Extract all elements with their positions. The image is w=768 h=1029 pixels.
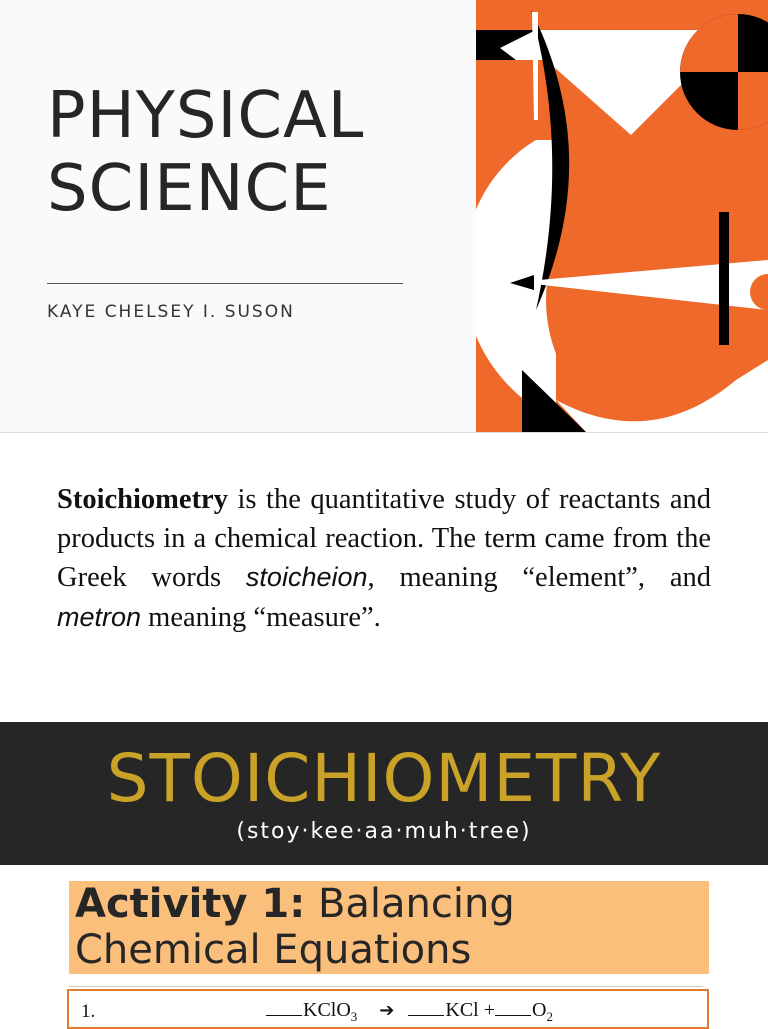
definition-paragraph [57,481,711,637]
author-name: KAYE CHELSEY I. SUSON [47,302,295,322]
activity-separator [69,986,703,987]
title-line-1: PHYSICAL [47,79,365,153]
definition-slide [0,433,768,722]
product2-subscript: 2 [546,1009,553,1024]
banner-title: STOICHIOMETRY [106,740,662,817]
product2-formula: O [532,999,547,1021]
equation-row [67,989,709,1029]
activity-label: Activity 1: [75,881,306,927]
term-stoichiometry: Stoichiometry [57,484,228,515]
abstract-art-image [476,0,768,432]
coefficient-blank[interactable] [495,1015,531,1016]
definition-text-1: is the quantitative study of reactants and products in a chemical reaction. The term came from the Greek words [57,484,711,594]
definition-text-2: , meaning “element”, and [367,562,711,594]
activity-slide [0,865,768,1024]
stoichiometry-banner [0,722,768,865]
title-line-2: SCIENCE [47,152,332,226]
activity-title-text: Balancing Chemical Equations [75,881,515,973]
chemical-equation [266,999,553,1025]
coefficient-blank[interactable] [408,1015,444,1016]
coefficient-blank[interactable] [266,1015,302,1016]
product1-formula: KCl [445,999,479,1021]
title-divider [47,283,403,284]
plus-sign: + [483,999,496,1021]
title-slide [0,0,768,432]
pronunciation-text: (stoy·kee·aa·muh·tree) [236,819,532,844]
reaction-arrow-icon: ➔ [379,1000,395,1021]
definition-text-3: meaning “measure”. [141,601,381,633]
activity-title [75,881,695,973]
greek-word-stoicheion: stoicheion [245,562,368,593]
abstract-art-svg [476,0,768,432]
reactant-formula: KClO [303,999,351,1021]
greek-word-metron: metron [57,601,142,632]
activity-title-box [69,881,709,974]
equation-number: 1. [81,1001,96,1022]
page-title [47,80,447,226]
reactant-subscript: 3 [350,1009,358,1024]
